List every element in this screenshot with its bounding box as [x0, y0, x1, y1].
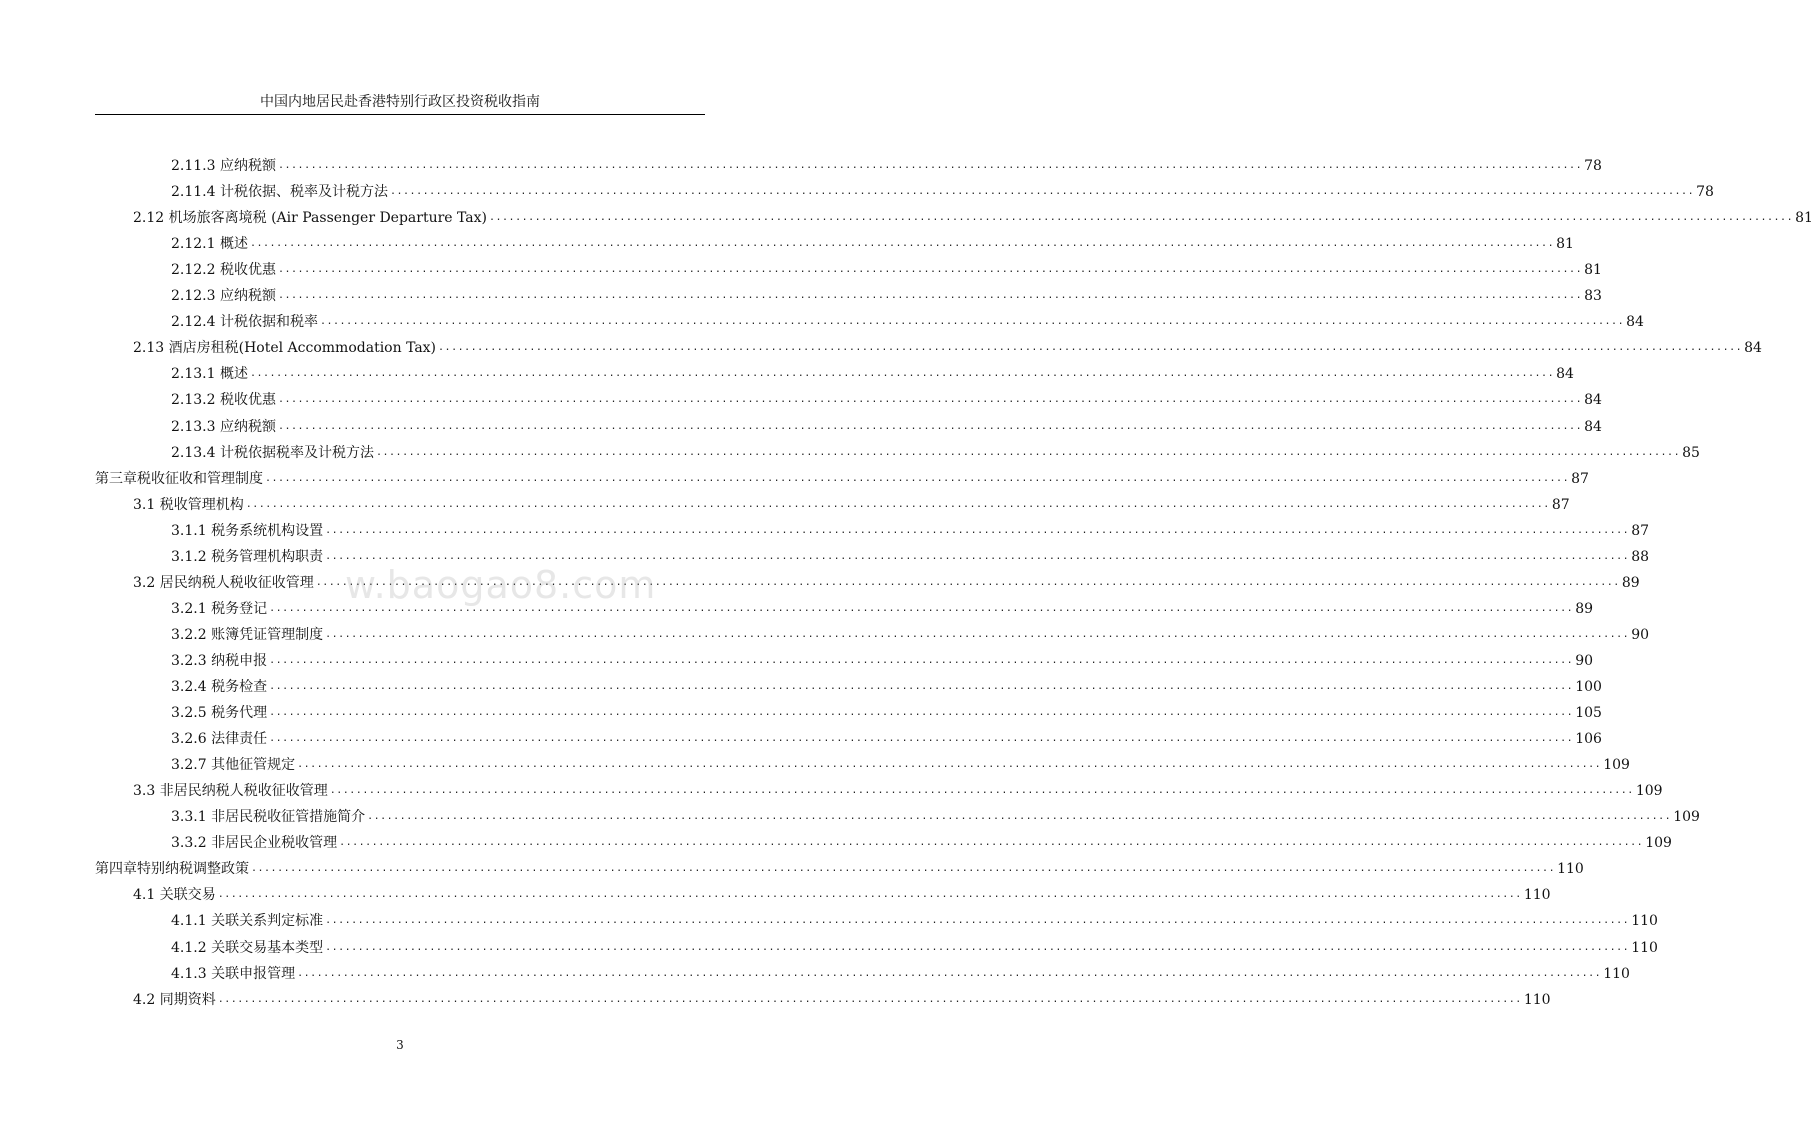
- toc-entry-page: 83: [1584, 288, 1602, 305]
- toc-entry-label: 3.2.6 法律责任: [171, 731, 268, 748]
- toc-entry-label: 2.11.3 应纳税额: [171, 158, 276, 174]
- toc-entry-label: 2.13.2 税收优惠: [171, 392, 276, 409]
- toc-leader-dots: ........................................................................................................................................................................................................: [325, 941, 1630, 953]
- toc-entry-label: 第四章特别纳税调整政策: [95, 861, 249, 878]
- toc-entry-page: 87: [1551, 496, 1570, 513]
- toc-entry[interactable]: [133, 335, 1762, 357]
- toc-entry-label: 4.1.3 关联申报管理: [171, 965, 296, 982]
- toc-entry-label: 2.11.4 计税依据、税率及计税方法: [171, 184, 388, 201]
- toc-entry[interactable]: [95, 466, 1589, 488]
- toc-entry[interactable]: [133, 882, 1551, 904]
- toc-leader-dots: ........................................................................................................................................................................................................: [319, 316, 1625, 328]
- toc-entry[interactable]: [171, 414, 1602, 436]
- toc-entry-label: 4.1.1 关联关系判定标准: [171, 913, 324, 930]
- toc-entry-page: 105: [1575, 705, 1602, 722]
- toc-entry-label: 2.13.3 应纳税额: [171, 418, 276, 435]
- toc-entry-page: 85: [1682, 444, 1700, 461]
- toc-entry-label: 3.3 非居民纳税人税收征收管理: [133, 783, 328, 800]
- toc-entry-page: 87: [1571, 470, 1589, 487]
- header-title: 中国内地居民赴香港特别行政区投资税收指南: [260, 94, 540, 110]
- toc-entry-page: 84: [1626, 314, 1644, 331]
- toc-entry-page: 89: [1621, 574, 1640, 591]
- toc-entry[interactable]: [171, 961, 1630, 983]
- toc-entry[interactable]: [171, 726, 1602, 748]
- toc-entry[interactable]: [171, 179, 1714, 201]
- toc-leader-dots: ........................................................................................................................................................................................................: [269, 707, 1574, 719]
- toc-leader-dots: ........................................................................................................................................................................................................: [325, 550, 1630, 562]
- toc-entry-page: 88: [1631, 548, 1650, 565]
- toc-leader-dots: ........................................................................................................................................................................................................: [277, 160, 1583, 171]
- toc-entry-page: 110: [1523, 887, 1551, 904]
- toc-leader-dots: ........................................................................................................................................................................................................: [251, 863, 1556, 875]
- toc-entry-label: 2.12.2 税收优惠: [171, 262, 276, 279]
- toc-entry-page: 100: [1575, 679, 1602, 695]
- toc-entry-label: 3.2 居民纳税人税收征收管理: [133, 574, 314, 591]
- toc-entry[interactable]: [133, 987, 1551, 1009]
- toc-entry-label: 3.1.1 税务系统机构设置: [171, 522, 324, 539]
- toc-leader-dots: ........................................................................................................................................................................................................: [389, 186, 1695, 198]
- toc-entry-label: 3.1.2 税务管理机构职责: [171, 548, 324, 565]
- toc-leader-dots: ........................................................................................................................................................................................................: [325, 628, 1630, 640]
- toc-entry[interactable]: [133, 492, 1570, 514]
- toc-entry[interactable]: [171, 700, 1602, 722]
- toc-leader-dots: ........................................................................................................................................................................................................: [367, 811, 1672, 823]
- toc-entry[interactable]: [171, 674, 1602, 696]
- toc-entry-label: 第三章税收征收和管理制度: [95, 470, 263, 487]
- toc-leader-dots: ........................................................................................................................................................................................................: [329, 785, 1634, 797]
- toc-entry-label: 2.12.4 计税依据和税率: [171, 314, 318, 331]
- watermark: w.baogao8.com: [345, 563, 657, 607]
- toc-entry[interactable]: [171, 804, 1700, 826]
- toc-leader-dots: ........................................................................................................................................................................................................: [269, 733, 1574, 745]
- toc-entry[interactable]: [171, 830, 1672, 852]
- toc-leader-dots: ........................................................................................................................................................................................................: [245, 498, 1550, 510]
- toc-entry[interactable]: [171, 153, 1602, 175]
- toc-entry[interactable]: [171, 257, 1602, 279]
- toc-leader-dots: ........................................................................................................................................................................................................: [375, 446, 1681, 458]
- toc-entry[interactable]: [171, 231, 1574, 253]
- toc-entry-label: 4.2 同期资料: [133, 991, 216, 1008]
- toc-leader-dots: ........................................................................................................................................................................................................: [269, 602, 1574, 614]
- toc-leader-dots: ........................................................................................................................................................................................................: [325, 524, 1630, 536]
- toc-entry-page: 110: [1631, 913, 1658, 930]
- toc-entry-page: 81: [1556, 236, 1574, 253]
- toc-entry-page: 110: [1523, 991, 1551, 1008]
- toc-leader-dots: ........................................................................................................................................................................................................: [297, 759, 1602, 771]
- toc-entry[interactable]: [171, 752, 1630, 774]
- toc-entry-label: 2.12.3 应纳税额: [171, 288, 276, 305]
- toc-entry[interactable]: [171, 648, 1594, 670]
- toc-entry-label: 4.1.2 关联交易基本类型: [171, 939, 324, 956]
- toc-leader-dots: ........................................................................................................................................................................................................: [217, 993, 1522, 1005]
- toc-leader-dots: ........................................................................................................................................................................................................: [217, 889, 1522, 901]
- toc-leader-dots: ........................................................................................................................................................................................................: [325, 915, 1630, 927]
- toc-entry[interactable]: [171, 283, 1602, 305]
- toc-entry[interactable]: [171, 518, 1650, 540]
- toc-entry[interactable]: [133, 778, 1663, 800]
- toc-entry[interactable]: [171, 622, 1650, 644]
- toc-entry-page: 109: [1603, 757, 1630, 774]
- toc-entry-label: 3.2.7 其他征管规定: [171, 757, 296, 774]
- toc-entry-label: 4.1 关联交易: [133, 887, 216, 904]
- toc-leader-dots: ........................................................................................................................................................................................................: [277, 420, 1583, 432]
- toc-entry[interactable]: [171, 309, 1644, 331]
- toc-entry[interactable]: [171, 908, 1658, 930]
- toc-entry-page: 87: [1631, 522, 1650, 539]
- toc-entry-page: 110: [1631, 939, 1658, 956]
- toc-entry-page: 84: [1556, 366, 1574, 383]
- toc-entry-label: 2.12 机场旅客离境税 (Air Passenger Departure Tax): [133, 210, 487, 227]
- toc-entry-page: 89: [1575, 600, 1594, 617]
- toc-leader-dots: ........................................................................................................................................................................................................: [249, 238, 1555, 250]
- toc-leader-dots: ........................................................................................................................................................................................................: [438, 342, 1743, 354]
- toc-entry-page: 84: [1584, 418, 1602, 435]
- toc-entry-page: 90: [1575, 652, 1594, 669]
- toc-entry-page: 90: [1631, 626, 1650, 643]
- toc-entry[interactable]: [171, 387, 1602, 409]
- toc-entry-label: 3.3.1 非居民税收征管措施简介: [171, 809, 366, 826]
- toc-entry-page: 109: [1673, 809, 1700, 826]
- toc-entry-page: 84: [1744, 340, 1762, 357]
- toc-entry[interactable]: [95, 856, 1584, 878]
- toc-leader-dots: ........................................................................................................................................................................................................: [249, 368, 1555, 380]
- toc-entry[interactable]: [171, 935, 1658, 957]
- toc-leader-dots: ........................................................................................................................................................................................................: [489, 212, 1794, 224]
- toc-entry-page: 84: [1584, 392, 1602, 409]
- toc-leader-dots: ........................................................................................................................................................................................................: [269, 654, 1574, 666]
- toc-entry[interactable]: [133, 205, 1813, 227]
- toc-entry[interactable]: [171, 361, 1574, 383]
- toc-entry-label: 2.13.1 概述: [171, 366, 248, 383]
- toc-leader-dots: ........................................................................................................................................................................................................: [315, 576, 1620, 588]
- toc-entry-label: 3.2.3 纳税申报: [171, 652, 268, 669]
- toc-leader-dots: ........................................................................................................................................................................................................: [269, 681, 1574, 692]
- toc-entry-page: 106: [1575, 731, 1602, 748]
- toc-entry-label: 3.2.2 账簿凭证管理制度: [171, 626, 324, 643]
- toc-leader-dots: ........................................................................................................................................................................................................: [277, 264, 1583, 276]
- toc-leader-dots: ........................................................................................................................................................................................................: [277, 394, 1583, 406]
- toc-entry-label: 2.13 酒店房租税(Hotel Accommodation Tax): [133, 340, 437, 357]
- toc-leader-dots: ........................................................................................................................................................................................................: [339, 837, 1644, 849]
- toc-leader-dots: ........................................................................................................................................................................................................: [265, 472, 1570, 484]
- toc-entry-label: 2.12.1 概述: [171, 236, 248, 253]
- toc-entry-page: 110: [1603, 965, 1630, 982]
- toc-entry-page: 81: [1795, 210, 1813, 227]
- toc-entry-page: 109: [1635, 783, 1663, 800]
- toc-entry-page: 81: [1584, 262, 1602, 279]
- toc-entry-page: 78: [1584, 158, 1602, 174]
- toc-entry-label: 3.2.5 税务代理: [171, 705, 268, 722]
- toc-entry-label: 3.2.1 税务登记: [171, 600, 268, 617]
- toc-leader-dots: ........................................................................................................................................................................................................: [297, 967, 1602, 979]
- toc-entry-page: 78: [1696, 184, 1714, 201]
- toc-entry-page: 109: [1645, 835, 1672, 852]
- page-number: 3: [396, 1038, 404, 1052]
- toc-entry-page: 110: [1557, 861, 1584, 878]
- toc-entry-label: 3.1 税收管理机构: [133, 496, 244, 513]
- toc-leader-dots: ........................................................................................................................................................................................................: [277, 290, 1583, 302]
- toc-entry-label: 3.2.4 税务检查: [171, 679, 268, 695]
- toc-entry[interactable]: [171, 440, 1700, 462]
- toc-entry-label: 3.3.2 非居民企业税收管理: [171, 835, 338, 852]
- toc-entry-label: 2.13.4 计税依据税率及计税方法: [171, 444, 374, 461]
